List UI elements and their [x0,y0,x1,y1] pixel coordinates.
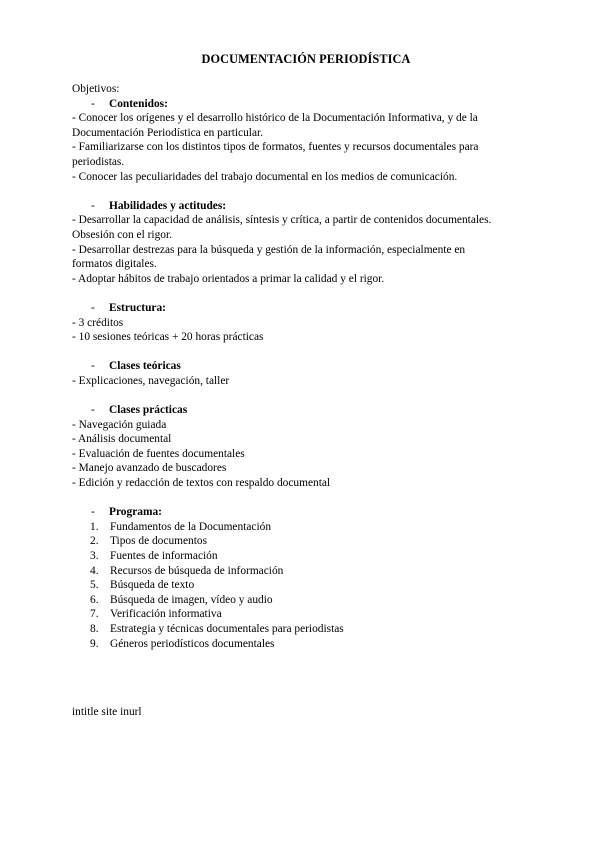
list-text: Fuentes de información [110,550,218,562]
list-item [72,549,542,564]
text-line: - Edición y redacción de textos con respaldo documental [72,477,331,490]
text-line: - Análisis documental [72,433,172,446]
list-text: Fundamentos de la Documentación [110,520,272,533]
section-heading-estructura [72,301,542,316]
bullet-dash: - [91,506,95,519]
text-line: - Desarrollar destrezas para la búsqueda y gestión de la información, especialmente en [72,243,466,256]
heading-text: Estructura: [109,301,166,314]
spacer [72,286,542,301]
list-item [72,622,542,637]
text-line: - Conocer las peculiaridades del trabajo documental en los medios de comunicación. [72,170,458,183]
list-item [72,520,542,535]
footer-text: intitle site inurl [72,706,142,718]
list-text: Verificación informativa [110,608,222,621]
bullet-dash: - [91,97,95,110]
heading-text: Contenidos: [109,97,168,110]
page-title: DOCUMENTACIÓN PERIODÍSTICA [201,52,411,66]
bullet-dash: - [91,301,95,314]
list-number: 9. [90,637,99,650]
spacer [72,388,542,403]
list-item [72,564,542,579]
list-item [72,637,542,652]
section-heading-clases-practicas [72,403,542,418]
list-item [72,578,542,593]
list-number: 3. [90,550,99,562]
spacer [72,491,542,506]
list-item [72,607,542,622]
section-heading-habilidades [72,199,542,214]
heading-text: Habilidades y actitudes: [109,199,227,212]
text-line: - Manejo avanzado de buscadores [72,462,227,475]
list-item [72,593,542,608]
heading-text: Clases prácticas [109,404,188,417]
text-line: periodistas. [72,155,125,168]
section-heading-programa [72,505,542,520]
list-number: 2. [90,535,99,548]
list-number: 7. [90,608,99,621]
spacer [72,345,542,360]
text-line: - Desarrollar la capacidad de análisis, síntesis y crítica, a partir de contenidos documentales. [72,214,492,227]
bullet-dash: - [91,404,95,417]
text-line: - Familiarizarse con los distintos tipos de formatos, fuentes y recursos documentales para [72,141,479,154]
list-text: Estrategia y técnicas documentales para periodistas [110,622,344,635]
bullet-dash: - [91,199,95,212]
heading-text: Programa: [109,506,162,519]
text-line: - Adoptar hábitos de trabajo orientados a primar la calidad y el rigor. [72,272,385,285]
list-number: 6. [90,593,99,606]
text-line: - Evaluación de fuentes documentales [72,447,245,460]
list-number: 1. [90,520,99,533]
list-text: Búsqueda de imagen, vídeo y audio [110,593,273,606]
text-line: Documentación Periodística en particular. [72,126,264,139]
text-line: - Navegación guiada [72,418,167,431]
list-text: Géneros periodísticos documentales [110,637,275,650]
heading-text: Clases teóricas [109,360,181,373]
text-line: - Conocer los orígenes y el desarrollo histórico de la Documentación Informativa, y de la [72,112,478,125]
bullet-dash: - [91,360,95,373]
text-line: formatos digitales. [72,258,157,271]
section-heading-contenidos [72,97,542,112]
list-number: 8. [90,622,99,635]
list-number: 5. [90,579,99,592]
document-page [72,52,542,651]
list-text: Búsqueda de texto [110,579,195,592]
text-line: Obsesión con el rigor. [72,228,172,241]
text-line: - Explicaciones, navegación, taller [72,374,230,387]
text-line: - 10 sesiones teóricas + 20 horas prácticas [72,331,264,344]
spacer [72,184,542,199]
objectives-label: Objetivos: [72,83,120,95]
list-item [72,534,542,549]
list-number: 4. [90,564,99,577]
section-heading-clases-teoricas [72,359,542,374]
list-text: Recursos de búsqueda de información [110,564,284,577]
text-line: - 3 créditos [72,316,124,329]
list-text: Tipos de documentos [110,535,208,548]
